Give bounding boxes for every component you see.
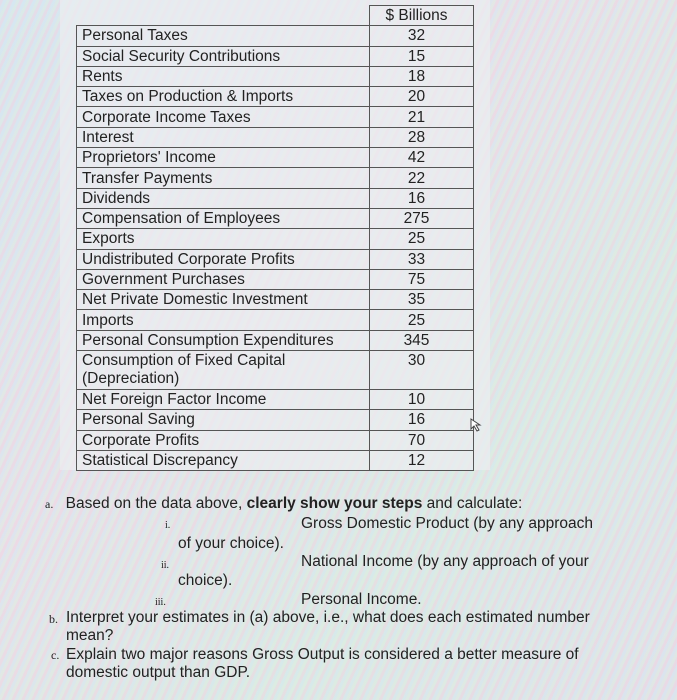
row-value: 345 xyxy=(370,330,474,350)
row-label xyxy=(77,430,370,450)
row-label xyxy=(77,390,370,410)
row-label-text: Imports xyxy=(82,311,134,329)
row-label xyxy=(77,148,370,168)
row-label-text: Exports xyxy=(82,230,135,248)
question-a-text xyxy=(66,495,523,512)
row-value: 21 xyxy=(370,107,474,127)
row-value: 15 xyxy=(370,46,474,66)
row-label-text: Personal Taxes xyxy=(82,27,188,45)
row-value: 20 xyxy=(370,87,474,107)
row-label xyxy=(77,330,370,350)
question-a-marker: a. xyxy=(45,497,54,511)
question-ii-marker: ii. xyxy=(161,560,170,571)
row-label xyxy=(77,26,370,46)
row-label xyxy=(77,290,370,310)
table-row xyxy=(77,148,474,168)
row-label-text: Net Foreign Factor Income xyxy=(82,391,267,409)
question-c-text: Explain two major reasons Gross Output is considered a better measure of xyxy=(66,646,579,663)
row-value: 18 xyxy=(370,66,474,86)
table-row xyxy=(77,87,474,107)
row-value: 33 xyxy=(370,249,474,269)
table-row xyxy=(77,351,474,390)
table-row xyxy=(77,208,474,228)
row-label xyxy=(77,269,370,289)
row-label xyxy=(77,229,370,249)
row-label xyxy=(77,66,370,86)
question-i-marker: i. xyxy=(165,520,171,531)
row-value: 22 xyxy=(370,168,474,188)
table-row xyxy=(77,450,474,470)
question-ii-text-cont: choice). xyxy=(178,572,233,589)
row-label-text: Net Private Domestic Investment xyxy=(82,291,308,309)
question-ii-text: National Income (by any approach of your xyxy=(301,553,589,570)
row-value: 12 xyxy=(370,450,474,470)
mouse-cursor-icon xyxy=(470,418,484,432)
row-label-text: Government Purchases xyxy=(82,271,245,288)
table-row xyxy=(77,188,474,208)
row-label xyxy=(77,168,370,188)
row-label xyxy=(77,450,370,470)
question-i-text: Gross Domestic Product (by any approach xyxy=(301,515,594,532)
row-label-text: Transfer Payments xyxy=(82,169,213,187)
row-label-text: Proprietors' Income xyxy=(82,149,216,167)
row-value: 32 xyxy=(370,26,474,46)
table-row xyxy=(77,249,474,269)
row-label xyxy=(77,208,370,228)
row-label xyxy=(77,249,370,269)
table-row xyxy=(77,127,474,147)
row-value: 25 xyxy=(370,229,474,249)
row-value: 25 xyxy=(370,310,474,330)
row-label-text: Taxes on Production & Imports xyxy=(82,88,294,106)
row-value: 16 xyxy=(370,188,474,208)
row-label-text: Corporate Profits xyxy=(82,431,200,449)
row-label-text: Undistributed Corporate Profits xyxy=(82,250,295,268)
table-row xyxy=(77,26,474,46)
table-row xyxy=(77,290,474,310)
row-value: 70 xyxy=(370,430,474,450)
row-label xyxy=(77,351,370,390)
table-row xyxy=(77,107,474,127)
table-row xyxy=(77,330,474,350)
row-label-text: Interest xyxy=(82,128,134,146)
row-label xyxy=(77,87,370,107)
row-value: 275 xyxy=(370,208,474,228)
table-row xyxy=(77,269,474,289)
table-row xyxy=(77,168,474,188)
income-data-table xyxy=(76,5,474,471)
row-label xyxy=(77,107,370,127)
table-row xyxy=(77,229,474,249)
question-iii-marker: iii. xyxy=(155,597,166,608)
row-value: 42 xyxy=(370,148,474,168)
row-label xyxy=(77,46,370,66)
row-value: 16 xyxy=(370,410,474,430)
row-label-text-cont: (Depreciation) xyxy=(82,370,180,388)
question-b-text-cont: mean? xyxy=(66,627,114,644)
row-value: 75 xyxy=(370,269,474,289)
row-label-text: Compensation of Employees xyxy=(82,210,281,228)
row-value: 28 xyxy=(370,127,474,147)
row-label xyxy=(77,310,370,330)
table-row xyxy=(77,390,474,410)
row-label xyxy=(77,127,370,147)
row-label-text: Rents xyxy=(82,68,123,86)
unit-header: $ Billions xyxy=(370,6,474,26)
row-label xyxy=(77,410,370,430)
question-a-bold: clearly show your steps xyxy=(246,495,423,512)
question-b-marker: b. xyxy=(49,612,58,626)
row-label-text: Consumption of Fixed Capital xyxy=(82,352,286,370)
row-label-text: Social Security Contributions xyxy=(82,47,281,65)
row-label-text: Statistical Discrepancy xyxy=(82,452,238,470)
row-value: 35 xyxy=(370,290,474,310)
question-a-prefix: Based on the data above, xyxy=(65,495,247,512)
table-row xyxy=(77,410,474,430)
question-b-text: Interpret your estimates in (a) above, i.e., what does each estimated number xyxy=(66,609,590,626)
row-value: 10 xyxy=(370,390,474,410)
question-i-text-cont: of your choice). xyxy=(178,535,284,552)
row-label-text: Personal Saving xyxy=(82,411,195,429)
row-label xyxy=(77,188,370,208)
question-c-text-cont: domestic output than GDP. xyxy=(66,664,251,681)
row-value: 30 xyxy=(370,351,474,390)
blank-header-cell xyxy=(77,6,370,26)
row-label-text: Corporate Income Taxes xyxy=(82,108,251,126)
row-label-text: Personal Consumption Expenditures xyxy=(82,331,334,349)
row-label-text: Dividends xyxy=(82,189,151,207)
question-iii-text: Personal Income. xyxy=(301,591,422,608)
question-c-marker: c. xyxy=(51,648,60,662)
table-row xyxy=(77,430,474,450)
table-row xyxy=(77,46,474,66)
table-row xyxy=(77,66,474,86)
table-row xyxy=(77,310,474,330)
question-a-suffix: and calculate: xyxy=(422,495,523,512)
table-header-row xyxy=(77,6,474,26)
